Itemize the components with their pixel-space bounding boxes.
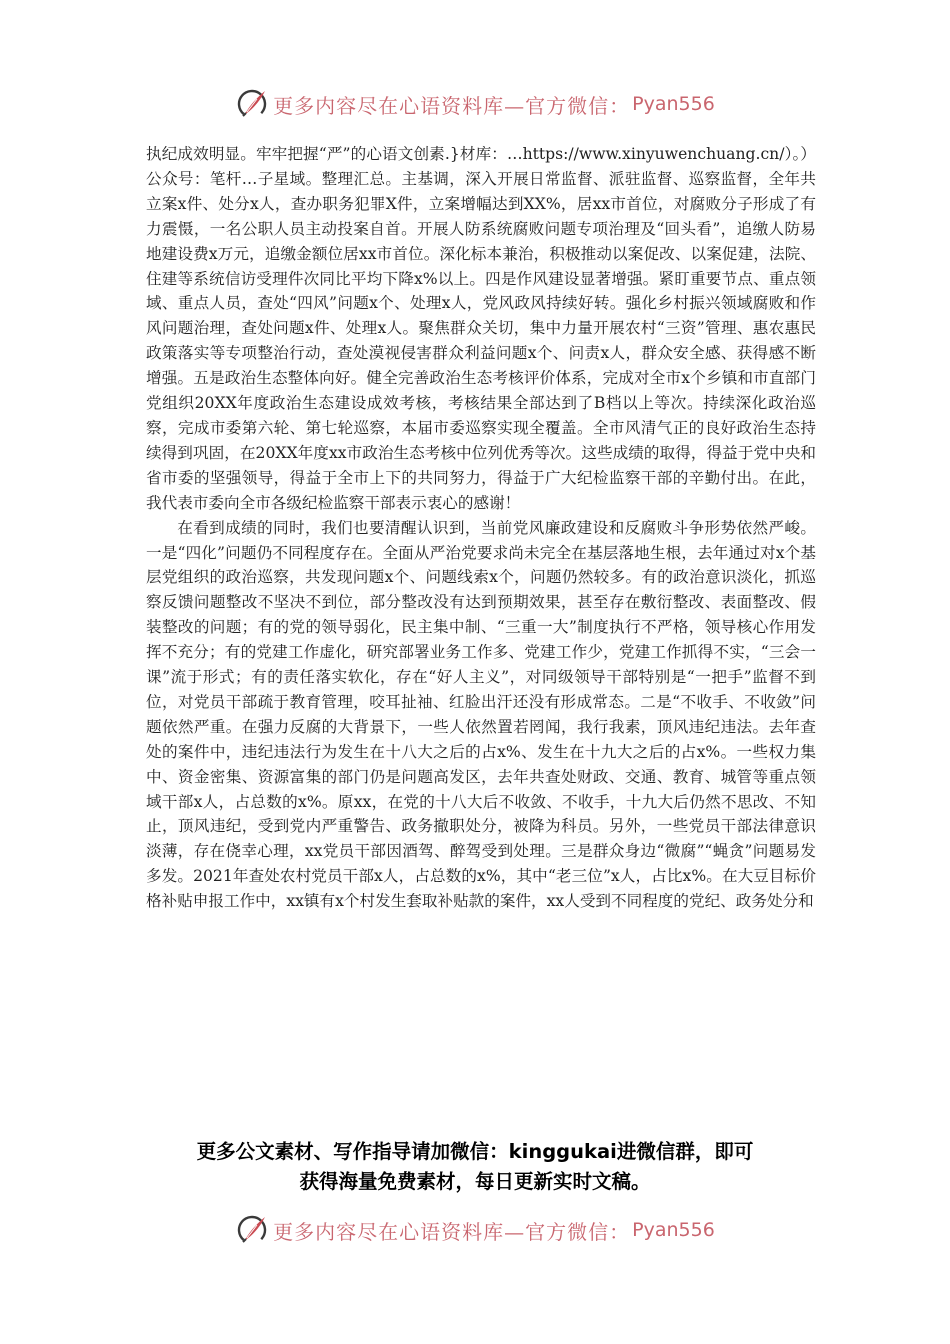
promo-line-1: 更多公文素材、写作指导请加微信：kinggukai进微信群，即可	[196, 1140, 754, 1163]
footer-banner-handle: Pyan556	[632, 1219, 715, 1241]
quill-pen-logo-icon	[235, 87, 269, 121]
body-paragraph-2: 在看到成绩的同时，我们也要清醒认识到，当前党风廉政建设和反腐败斗争形势依然严峻。一是“四化”问题仍不同程度存在。全面从严治党要求尚未完全在基层落地生根，去年通过对x个基层党组织的政治巡察，共发现问题x个、问题线索x个，问题仍然较多。有的政治意识淡化，抓巡察反馈问题整改不坚决不到位，部分整改没有达到预期效果，甚至存在敷衍整改、表面整改、假装整改的问题；有的党的领导弱化，民主集中制、“三重一大”制度执行不严格，领导核心作用发挥不充分；有的党建工作虚化，研究部署业务工作多、党建工作少，党建工作抓得不实，“三会一课”流于形式；有的责任落实软化，存在“好人主义”，对同级领导干部特别是“一把手”监督不到位，对党员干部疏于教育管理，咬耳扯袖、红脸出汗还没有形成常态。二是“不收手、不收敛”问题依然严重。在强力反腐的大背景下，一些人依然置若罔闻，我行我素，顶风违纪违法。去年查处的案件中，违纪违法行为发生在十八大之后的占x%、发生在十九大之后的占x%。一些权力集中、资金密集、资源富集的部门仍是问题高发区，去年共查处财政、交通、教育、城管等重点领域干部x人，占总数的x%。原xx，在党的十八大后不收敛、不收手，十九大后仍然不思改、不知止，顶风违纪，受到党内严重警告、政务撤职处分，被降为科员。另外，一些党员干部法律意识淡薄，存在侥幸心理，xx党员干部因酒驾、醉驾受到处理。三是群众身边“微腐”“蝇贪”问题易发多发。2021年查处农村党员干部x人，占总数的x%，其中“老三位”x人，占比x%。在大豆目标价格补贴申报工作中，xx镇有x个村发生套取补贴款的案件，xx人受到不同程度的党纪、政务处分和	[146, 518, 816, 911]
promo-line-2: 获得海量免费素材，每日更新实时文稿。	[299, 1170, 651, 1193]
header-banner-text: 更多内容尽在心语资料库—官方微信：	[273, 93, 631, 118]
header-banner	[0, 86, 950, 122]
footer-banner	[0, 1212, 950, 1248]
promo-notice	[140, 1137, 810, 1197]
header-banner-handle: Pyan556	[632, 93, 715, 115]
footer-banner-text: 更多内容尽在心语资料库—官方微信：	[273, 1219, 631, 1244]
document-body	[146, 142, 816, 914]
quill-pen-logo-icon	[235, 1213, 269, 1247]
body-paragraph-1: 执纪成效明显。牢牢把握“严”的心语文创素.}材库：…https://www.xinyuwenchuang.cn/）。）公众号：笔杆…子星域。整理汇总。主基调，深入开展日常监督、派驻监督、巡察监督，全年共立案x件、处分x人，查办职务犯罪X件，立案增幅达到XX%，居xx市首位，对腐败分子形成了有力震慑，一名公职人员主动投案自首。开展人防系统腐败问题专项治理及“回头看”，追缴人防易地建设费x万元，追缴金额位居xx市首位。深化标本兼治，积极推动以案促改、以案促建，法院、住建等系统信访受理件次同比平均下降x%以上。四是作风建设显著增强。紧盯重要节点、重点领域、重点人员，查处“四风”问题x个、处理x人，党风政风持续好转。强化乡村振兴领域腐败和作风问题治理，查处问题x件、处理x人。聚焦群众关切，集中力量开展农村“三资”管理、惠农惠民政策落实等专项整治行动，查处漠视侵害群众利益问题x个、问责x人，群众安全感、获得感不断增强。五是政治生态整体向好。健全完善政治生态考核评价体系，完成对全市x个乡镇和市直部门党组织20XX年度政治生态建设成效考核，考核结果全部达到了B档以上等次。持续深化政治巡察，完成市委第六轮、第七轮巡察，本届市委巡察实现全覆盖。全市风清气正的良好政治生态持续得到巩固，在20XX年度xx市政治生态考核中位列优秀等次。这些成绩的取得，得益于党中央和省市委的坚强领导，得益于全市上下的共同努力，得益于广大纪检监察干部的辛勤付出。在此，我代表市委向全市各级纪检监察干部表示衷心的感谢！	[146, 145, 816, 512]
